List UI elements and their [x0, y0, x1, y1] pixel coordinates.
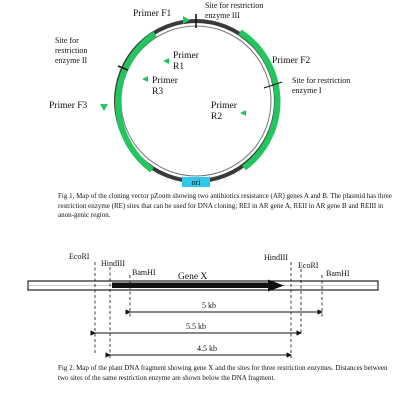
primer-r3-arrow	[142, 76, 148, 82]
primer-f1-label: Primer F1	[133, 9, 172, 19]
gene-x-bar	[112, 283, 270, 289]
primer-r2-label	[211, 101, 238, 122]
hindiii-left-label: HindIII	[101, 259, 125, 268]
label-line: R3	[152, 87, 164, 97]
label-line: enzyme II	[55, 56, 88, 65]
label-line: enzyme III	[205, 11, 240, 20]
ar-gene-b-arc	[118, 34, 155, 170]
ecori-left-label: EcoRI	[69, 252, 90, 261]
distance-label-hindiii: 4.5 kb	[197, 344, 217, 353]
dna-fragment-map	[28, 252, 378, 358]
site-re3-label	[205, 1, 263, 20]
label-line: R1	[173, 62, 185, 72]
site-re1-label	[292, 76, 350, 95]
label-line: Site for restriction	[205, 1, 264, 10]
primer-r1-arrow	[163, 58, 169, 64]
distance-label-ecori: 5.5 kb	[186, 322, 206, 331]
label-line: R2	[211, 112, 223, 122]
primer-f2-label: Primer F2	[272, 56, 311, 66]
plasmid-ring-inner	[121, 26, 271, 176]
label-line: Site for	[55, 36, 79, 45]
bamhi-left-label: BamHI	[132, 268, 156, 277]
label-line: Primer	[152, 76, 178, 86]
bamhi-right-label: BamHI	[326, 269, 350, 278]
primer-r2-arrow	[240, 110, 246, 116]
primer-f3-arrow	[100, 104, 108, 111]
primer-f3-label: Primer F3	[49, 101, 88, 111]
label-line: Primer	[173, 51, 199, 61]
figure2-caption: Fig 2. Map of the plant DNA fragment showing gene X and the sites for three restriction enzymes. Distances between two sites of the same restriction enzyme are shown below the DNA fragment.	[58, 364, 388, 382]
primer-r1-label	[173, 51, 200, 72]
distance-label-bamhi: 5 kb	[202, 301, 216, 310]
primer-r3-label	[152, 76, 179, 97]
label-line: enzyme I	[292, 86, 322, 95]
gene-x-label: Gene X	[178, 272, 208, 282]
hindiii-right-label: HindIII	[264, 253, 288, 262]
label-line: Primer	[211, 101, 237, 111]
label-line: Site for restriction	[292, 76, 351, 85]
label-line: restriction	[55, 46, 88, 55]
plasmid-map	[49, 1, 350, 187]
figure1-caption: Fig 1. Map of the cloning vector pZoom showing two antibiotics resistance (AR) genes A and B. The plasmid has three restriction enzyme (RE) sites that can be used for DNA cloning; REI in AR gene A, REII in AR gene B and REIII in anon-genic region.	[58, 192, 392, 220]
site-re2-label	[55, 36, 88, 65]
ori-label: ori	[191, 178, 201, 187]
ecori-right-label: EcoRI	[298, 261, 319, 270]
